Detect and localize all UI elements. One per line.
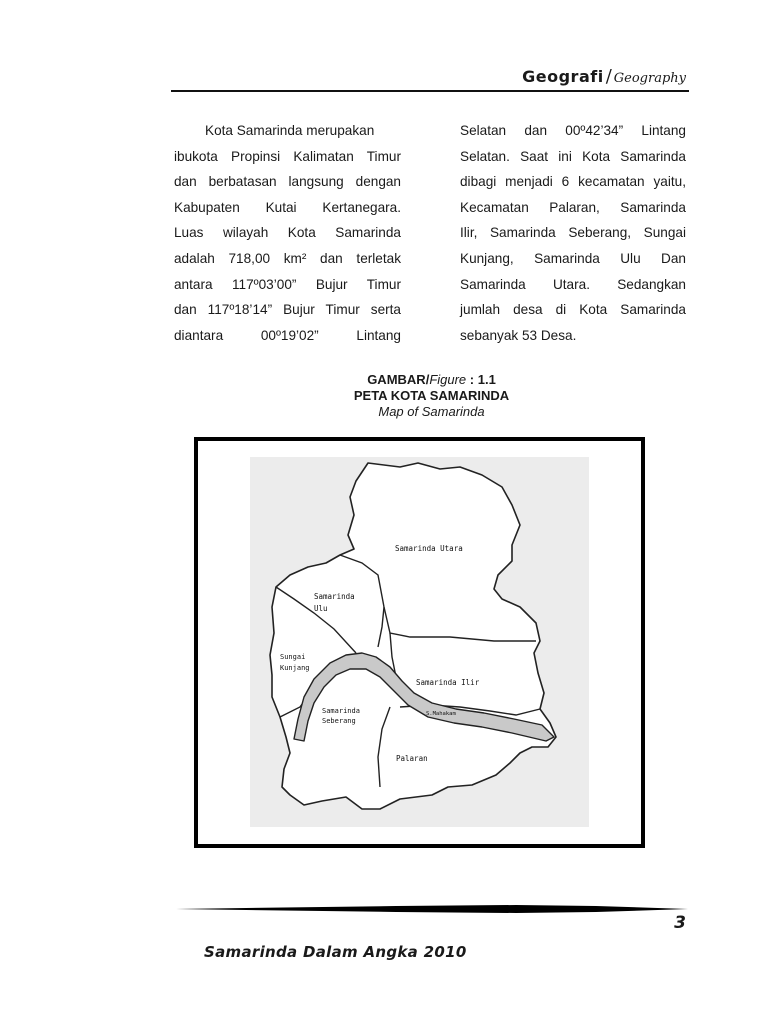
body-line: Samarinda Utara. Sedangkan <box>460 276 686 292</box>
body-line: Kota Samarinda merupakan <box>205 123 375 138</box>
figure-subtitle: Map of Samarinda <box>378 404 485 419</box>
region-label-ulu: Samarinda <box>314 592 355 601</box>
region-label-seberang: Samarinda <box>322 707 360 715</box>
footer-rule <box>176 905 688 913</box>
region-label-utara: Samarinda Utara <box>395 544 463 553</box>
figure-number: : 1.1 <box>466 372 496 387</box>
body-line: Kunjang, Samarinda Ulu Dan <box>460 250 686 266</box>
body-line: diantara 00º19’02” Lintang <box>174 327 401 343</box>
body-line: dibagi menjadi 6 kecamatan yaitu, <box>460 174 686 190</box>
figure-title: PETA KOTA SAMARINDA <box>353 388 510 403</box>
body-column-right <box>460 118 686 348</box>
figure-label-text: GAMBAR <box>367 372 426 387</box>
body-line: dan berbatasan langsung dengan <box>174 174 401 190</box>
body-line: dan 117º18’14” Bujur Timur serta <box>174 302 401 318</box>
body-line: Selatan dan 00º42’34” Lintang <box>460 123 686 138</box>
body-line: sebanyak 53 Desa. <box>460 327 577 343</box>
region-label-sungai: Sungai <box>280 653 306 661</box>
figure-caption <box>174 372 689 420</box>
region-label-sungai-2: Kunjang <box>280 664 310 672</box>
header-separator: / <box>605 66 612 87</box>
header-title: Geografi <box>522 67 604 86</box>
page-header <box>522 66 686 87</box>
body-line: adalah 718,00 km² dan terletak <box>174 250 401 266</box>
body-line: Ilir, Samarinda Seberang, Sungai <box>460 225 686 241</box>
body-line: antara 117º03’00” Bujur Timur <box>174 276 401 292</box>
body-column-left <box>174 118 401 348</box>
figure-label-separator: / <box>425 372 430 387</box>
river-label-mahakam: S.Mahakam <box>426 711 456 717</box>
body-line: Selatan. Saat ini Kota Samarinda <box>460 148 686 164</box>
body-line: Kabupaten Kutai Kertanegara. <box>174 199 401 215</box>
header-title-english: Geography <box>613 71 686 86</box>
region-label-ulu-2: Ulu <box>314 604 328 613</box>
map-svg <box>250 457 589 827</box>
region-label-palaran: Palaran <box>396 754 428 763</box>
body-line: jumlah desa di Kota Samarinda <box>460 302 686 318</box>
figure-label <box>174 372 689 388</box>
body-line: ibukota Propinsi Kalimatan Timur <box>174 148 401 164</box>
region-label-ilir: Samarinda Ilir <box>416 678 480 687</box>
region-label-seberang-2: Seberang <box>322 717 356 725</box>
body-line: Luas wilayah Kota Samarinda <box>174 225 401 241</box>
page-number: 3 <box>674 913 686 933</box>
publication-title: Samarinda Dalam Angka 2010 <box>204 943 467 961</box>
figure-label-english: Figure <box>429 372 467 387</box>
body-line: Kecamatan Palaran, Samarinda <box>460 199 686 215</box>
map-frame <box>194 437 645 848</box>
header-rule <box>171 90 689 92</box>
samarinda-map <box>250 457 589 827</box>
